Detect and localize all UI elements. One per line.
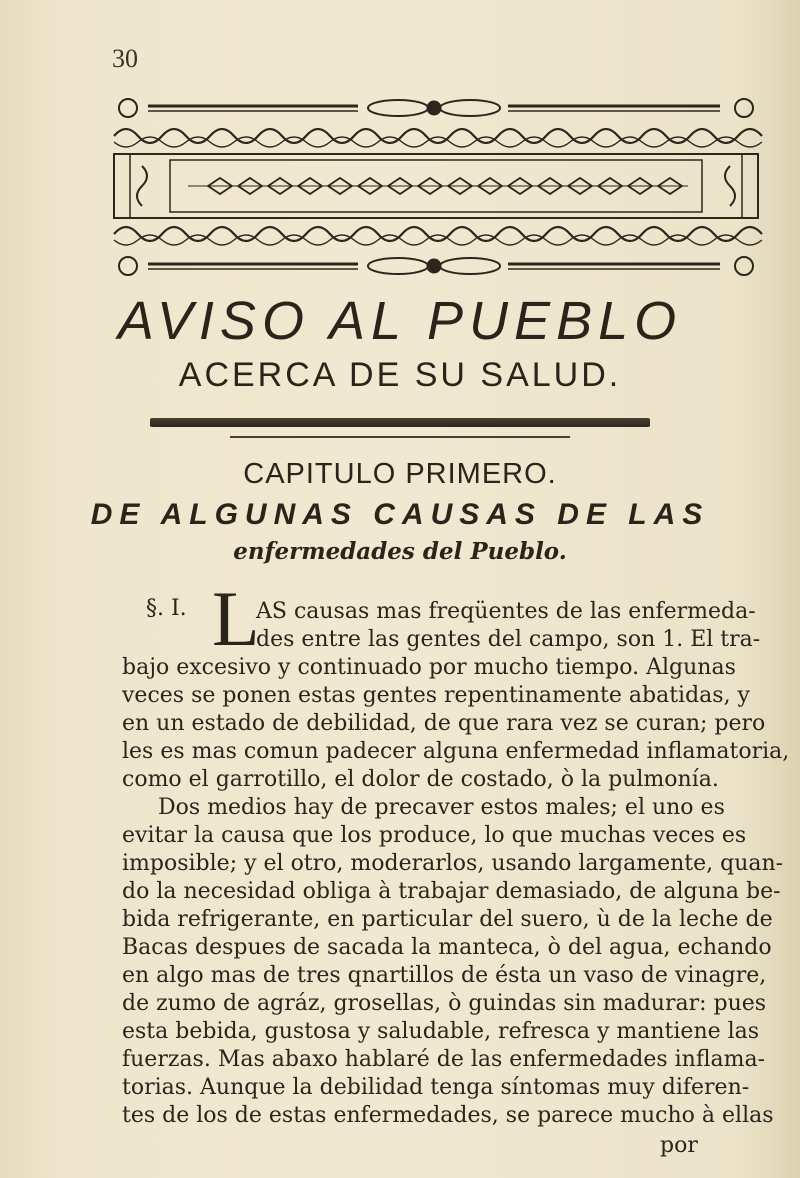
body-line: bajo excesivo y continuado por mucho tiempo. Algunas	[122, 655, 736, 680]
body-line: imposible; y el otro, moderarlos, usando largamente, quan-	[122, 851, 784, 876]
body-line: des entre las gentes del campo, son 1. El tra-	[256, 627, 761, 652]
body-line: torias. Aunque la debilidad tenga síntomas muy diferen-	[122, 1075, 750, 1100]
body-line: de zumo de agráz, grosellas, ò guindas sin madurar: pues	[122, 991, 767, 1016]
body-line: como el garrotillo, el dolor de costado, ò la pulmonía.	[122, 767, 719, 792]
body-line: fuerzas. Mas abaxo hablaré de las enfermedades inflama-	[122, 1047, 766, 1072]
body-line: tes de los de estas enfermedades, se parece mucho à ellas	[122, 1103, 774, 1128]
body-line: do la necesidad obliga à trabajar demasiado, de alguna be-	[122, 879, 781, 904]
body-line: en un estado de debilidad, de que rara vez se curan; pero	[122, 711, 766, 736]
body-line: esta bebida, gustosa y saludable, refresca y mantiene las	[122, 1019, 760, 1044]
chapter-heading: CAPITULO PRIMERO.	[243, 458, 557, 490]
page-title: AVISO AL PUEBLO	[117, 291, 683, 351]
decorative-ornament-border	[108, 96, 764, 280]
section-mark: §. I.	[146, 596, 187, 621]
body-line: en algo mas de tres qnartillos de ésta un vaso de vinagre,	[122, 963, 767, 988]
body-line: bida refrigerante, en particular del suero, ù de la leche de	[122, 907, 773, 932]
body-line: Bacas despues de sacada la manteca, ò del agua, echando	[122, 935, 772, 960]
chapter-subheading-line-1: DE ALGUNAS CAUSAS DE LAS	[90, 498, 710, 531]
body-line: evitar la causa que los produce, lo que muchas veces es	[122, 823, 747, 848]
page-subtitle: ACERCA DE SU SALUD.	[178, 356, 622, 394]
chapter-subheading-line-2: enfermedades del Pueblo.	[233, 538, 567, 565]
body-line: les es mas comun padecer alguna enfermedad inflamatoria,	[122, 739, 790, 764]
body-line: veces se ponen estas gentes repentinamente abatidas, y	[122, 683, 750, 708]
page-number: 30	[112, 44, 138, 73]
thin-divider-rule	[230, 436, 570, 438]
heavy-divider-rule	[150, 418, 650, 427]
body-line: AS causas mas freqüentes de las enfermeda-	[256, 599, 756, 624]
body-line: Dos medios hay de precaver estos males; el uno es	[158, 795, 725, 820]
drop-cap: L	[212, 575, 260, 662]
catchword: por	[660, 1133, 698, 1158]
